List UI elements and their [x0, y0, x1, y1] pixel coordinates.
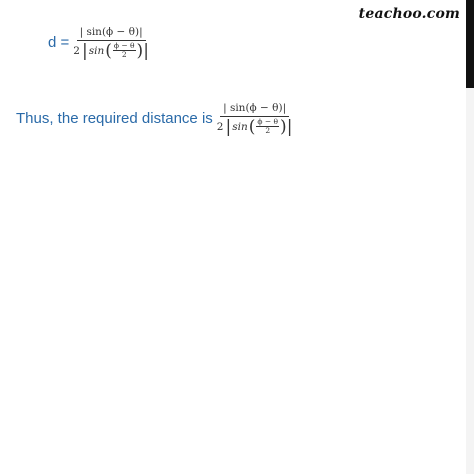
- fraction-numerator: | sin(ϕ − θ)|: [77, 26, 146, 41]
- paren-right: ): [136, 40, 144, 61]
- denominator-coefficient: 2: [216, 120, 224, 133]
- fraction-denominator: [73, 41, 149, 59]
- distance-equation: [48, 26, 149, 59]
- distance-fraction: [73, 26, 149, 59]
- scrollbar-track[interactable]: [466, 0, 474, 474]
- half-angle-denominator: 2: [265, 126, 271, 135]
- abs-bar-right: |: [143, 40, 149, 61]
- half-angle-denominator: 2: [121, 50, 127, 59]
- conclusion-label: Thus, the required distance is: [16, 110, 213, 127]
- half-angle-fraction: [113, 42, 136, 59]
- paren-left: (: [105, 40, 112, 61]
- conclusion-fraction: [217, 102, 293, 135]
- denominator-function: sin: [232, 120, 248, 133]
- abs-bar-right: |: [286, 116, 293, 137]
- half-angle-numerator: ϕ − θ: [113, 41, 135, 50]
- paren-right: ): [280, 116, 287, 137]
- abs-bar-left: |: [225, 116, 232, 137]
- denominator-function: sin: [88, 44, 105, 57]
- half-angle-fraction: [256, 118, 279, 135]
- brand-logo: teachoo.com: [358, 6, 460, 22]
- fraction-numerator: | sin(ϕ − θ)|: [220, 102, 289, 117]
- equation-label: d =: [48, 34, 70, 51]
- conclusion-line: [16, 102, 292, 135]
- paren-left: (: [248, 116, 256, 137]
- scrollbar-thumb[interactable]: [466, 0, 474, 88]
- abs-bar-left: |: [81, 40, 88, 61]
- denominator-coefficient: 2: [73, 44, 80, 57]
- fraction-denominator: [217, 117, 293, 135]
- half-angle-numerator: ϕ − θ: [257, 117, 279, 126]
